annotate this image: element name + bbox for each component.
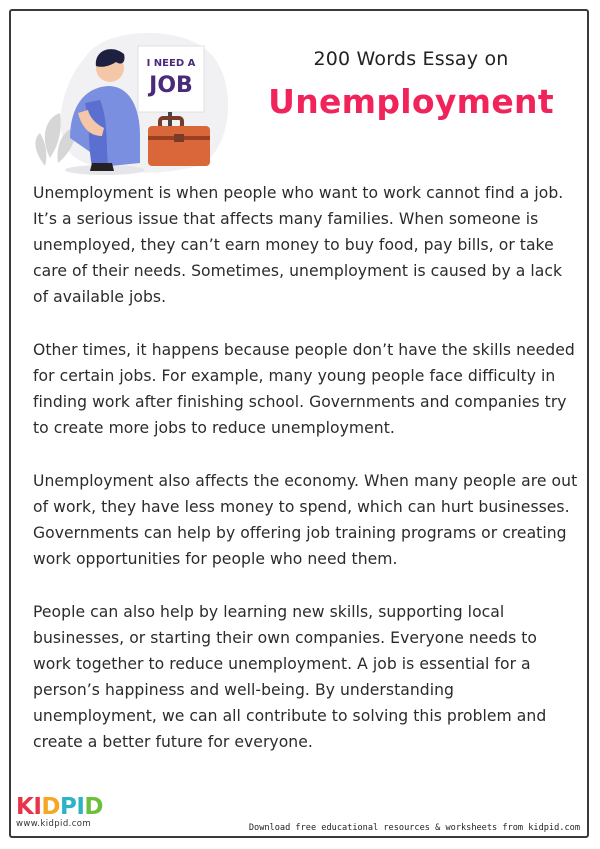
- footer-download-note: Download free educational resources & worksheets from kidpid.com: [248, 823, 580, 833]
- essay-body: [33, 180, 578, 782]
- logo-part: PI: [59, 794, 85, 820]
- logo-part: KI: [16, 794, 42, 820]
- sign-line2: JOB: [149, 73, 193, 98]
- logo-url: www.kidpid.com: [16, 819, 92, 829]
- essay-subtitle: 200 Words Essay on: [313, 48, 509, 70]
- logo-wordmark: [16, 795, 103, 819]
- paragraph: Other times, it happens because people don’t have the skills needed for certain jobs. For example, many young people face difficulty in finding work after finishing school. Governments and companies try to create more jobs to reduce unemployment.: [33, 341, 575, 437]
- header: [246, 48, 576, 121]
- essay-title: Unemployment: [268, 82, 554, 121]
- paragraph: People can also help by learning new skills, supporting local businesses, or starting their own companies. Everyone needs to work together to reduce unemployment. A job is essential for a person’s happiness and well-being. By understanding unemployment, we can all contribute to solving this problem and create a better future for everyone.: [33, 603, 547, 751]
- unemployed-person-illustration: [30, 18, 245, 178]
- logo-part: D: [41, 794, 60, 820]
- paragraph: Unemployment is when people who want to work cannot find a job. It’s a serious issue that affects many families. When someone is unemployed, they can’t earn money to buy food, pay bills, or take care of their needs. Sometimes, unemployment is caused by a lack of available jobs.: [33, 184, 564, 306]
- paragraph: Unemployment also affects the economy. When many people are out of work, they have less money to spend, which can hurt businesses. Governments can help by offering job training programs or creating work opportunities for people who need them.: [33, 472, 578, 568]
- kidpid-logo[interactable]: [16, 795, 103, 829]
- sign-line1: I NEED A: [146, 58, 196, 69]
- logo-part: D: [84, 794, 103, 820]
